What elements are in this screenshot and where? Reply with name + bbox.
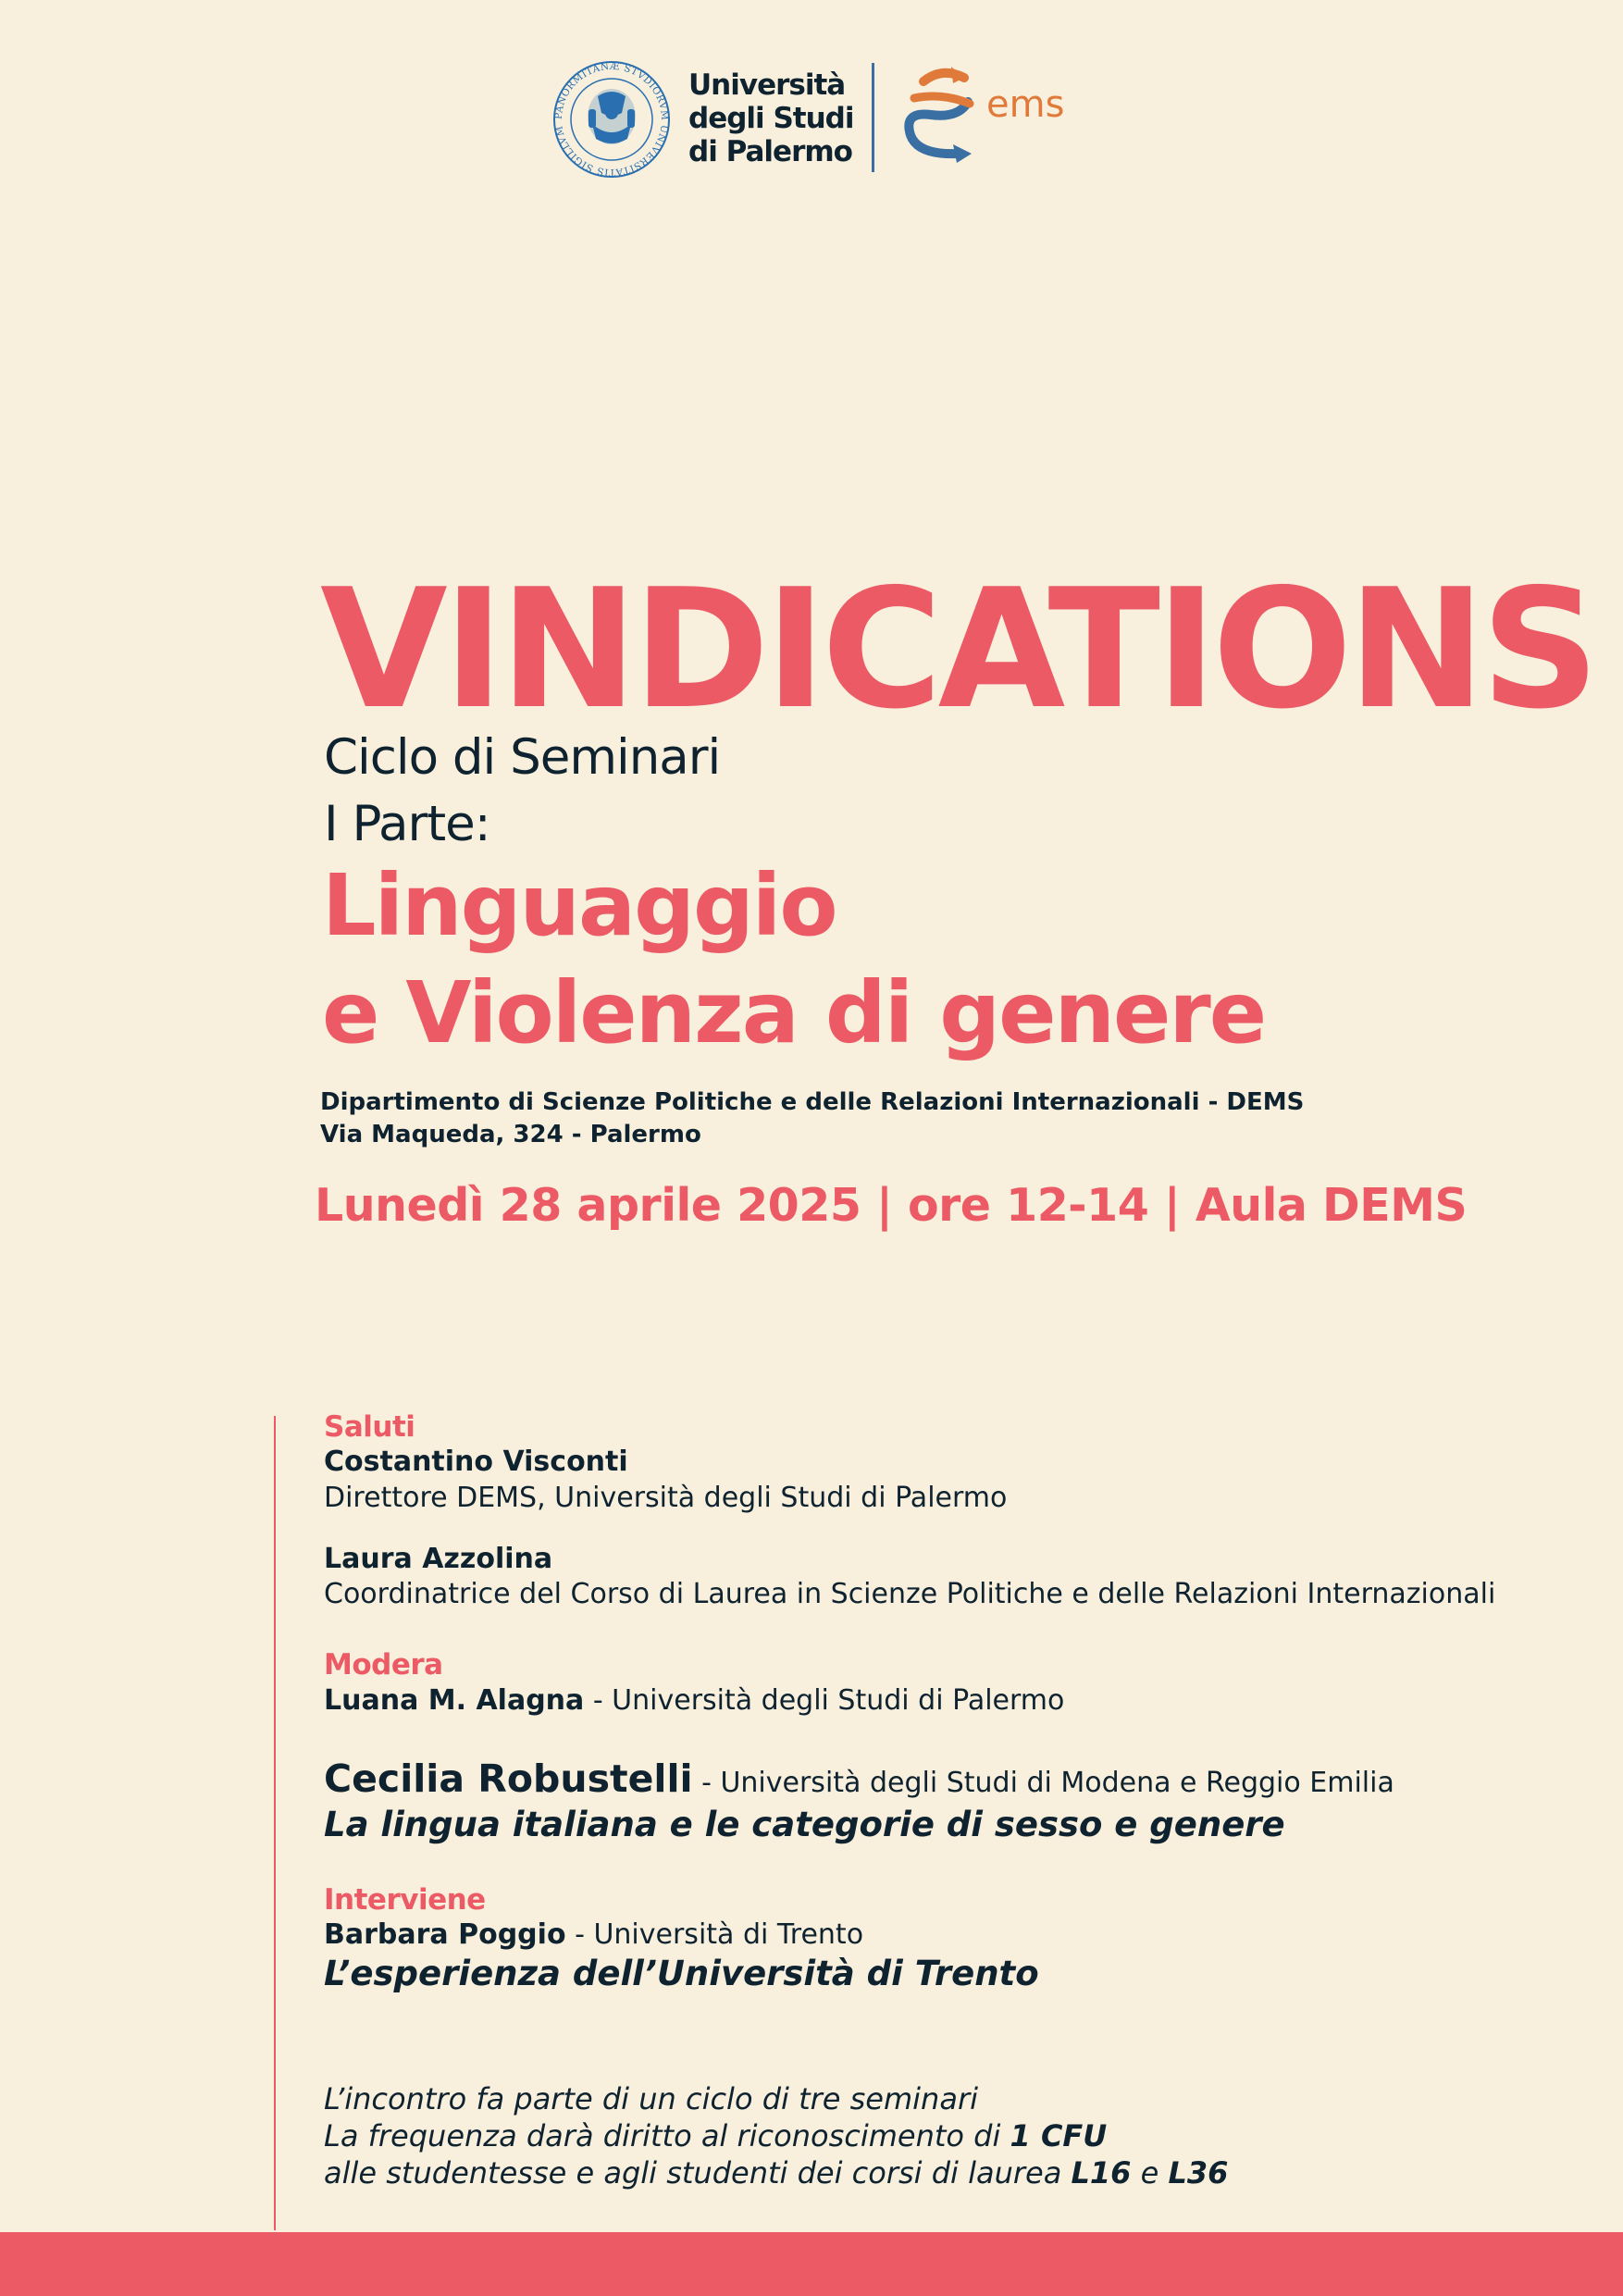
discussant-talk-title: L’esperienza dell’Università di Trento bbox=[324, 1954, 1039, 1993]
university-line-2: degli Studi bbox=[688, 102, 854, 135]
speaker-talk-title: La lingua italiana e le categorie di sesso e genere bbox=[324, 1805, 1285, 1844]
moderator-affiliation: - Università degli Studi di Palermo bbox=[584, 1684, 1065, 1717]
discussant-line bbox=[324, 1917, 863, 1953]
section-modera: Modera bbox=[324, 1648, 443, 1682]
program-side-rule bbox=[274, 1416, 276, 2230]
section-interviene: Interviene bbox=[324, 1883, 486, 1917]
note-line-3-text: alle studentesse e agli studenti dei corsi di laurea bbox=[324, 2155, 1072, 2191]
note-line-1: L’incontro fa parte di un ciclo di tre seminari bbox=[324, 2081, 978, 2116]
section-saluti: Saluti bbox=[324, 1410, 415, 1444]
speaker-name: Cecilia Robustelli bbox=[324, 1756, 693, 1801]
greeter-name-1: Costantino Visconti bbox=[324, 1446, 628, 1478]
note-line-3 bbox=[324, 2154, 1228, 2191]
note-conjunction: e bbox=[1131, 2155, 1169, 2191]
topic-line-2: e Violenza di genere bbox=[322, 963, 1266, 1062]
speaker-affiliation: - Università degli Studi di Modena e Reggio Emilia bbox=[692, 1767, 1394, 1799]
topic-line-1: Linguaggio bbox=[322, 856, 836, 955]
discussant-name: Barbara Poggio bbox=[324, 1918, 566, 1951]
greeter-role-1: Direttore DEMS, Università degli Studi di Palermo bbox=[324, 1482, 1008, 1514]
moderator-name: Luana M. Alagna bbox=[324, 1684, 585, 1717]
seminar-series: Ciclo di Seminari bbox=[324, 729, 721, 786]
discussant-affiliation: - Università di Trento bbox=[565, 1918, 864, 1951]
unipa-seal-logo bbox=[551, 59, 672, 180]
university-line-3: di Palermo bbox=[688, 135, 852, 168]
seminar-part: I Parte: bbox=[324, 796, 490, 852]
university-line-1: Università bbox=[688, 68, 846, 102]
note-line-2-text: La frequenza darà diritto al riconoscimento di bbox=[324, 2118, 1010, 2153]
venue-department: Dipartimento di Scienze Politiche e delle Relazioni Internazionali - DEMS bbox=[320, 1088, 1305, 1116]
dems-logo-text: ems bbox=[986, 83, 1065, 126]
logo-divider bbox=[872, 63, 874, 172]
course-l36: L36 bbox=[1168, 2155, 1229, 2191]
event-title: VINDICATIONS bbox=[320, 553, 1595, 745]
credit-notes bbox=[324, 2080, 1228, 2191]
greeter-role-2: Coordinatrice del Corso di Laurea in Scienze Politiche e delle Relazioni Internazionali bbox=[324, 1578, 1496, 1610]
header-logos bbox=[551, 56, 1079, 180]
cfu-value: 1 CFU bbox=[1010, 2118, 1108, 2153]
event-datetime: Lunedì 28 aprile 2025 | ore 12-14 | Aula DEMS bbox=[315, 1179, 1468, 1232]
speaker-line bbox=[324, 1755, 1394, 1803]
seal-text: PANORMITANÆ STVDIORVM UNIVERSITATIS SIGILLVM bbox=[552, 60, 671, 179]
university-name bbox=[688, 68, 853, 168]
venue-address: Via Maqueda, 324 - Palermo bbox=[320, 1121, 701, 1148]
footer-bar bbox=[0, 2232, 1623, 2296]
note-line-2 bbox=[324, 2117, 1228, 2154]
greeter-name-2: Laura Azzolina bbox=[324, 1543, 553, 1575]
course-l16: L16 bbox=[1071, 2155, 1132, 2191]
moderator-line bbox=[324, 1683, 1064, 1719]
dems-logo bbox=[896, 61, 1072, 172]
